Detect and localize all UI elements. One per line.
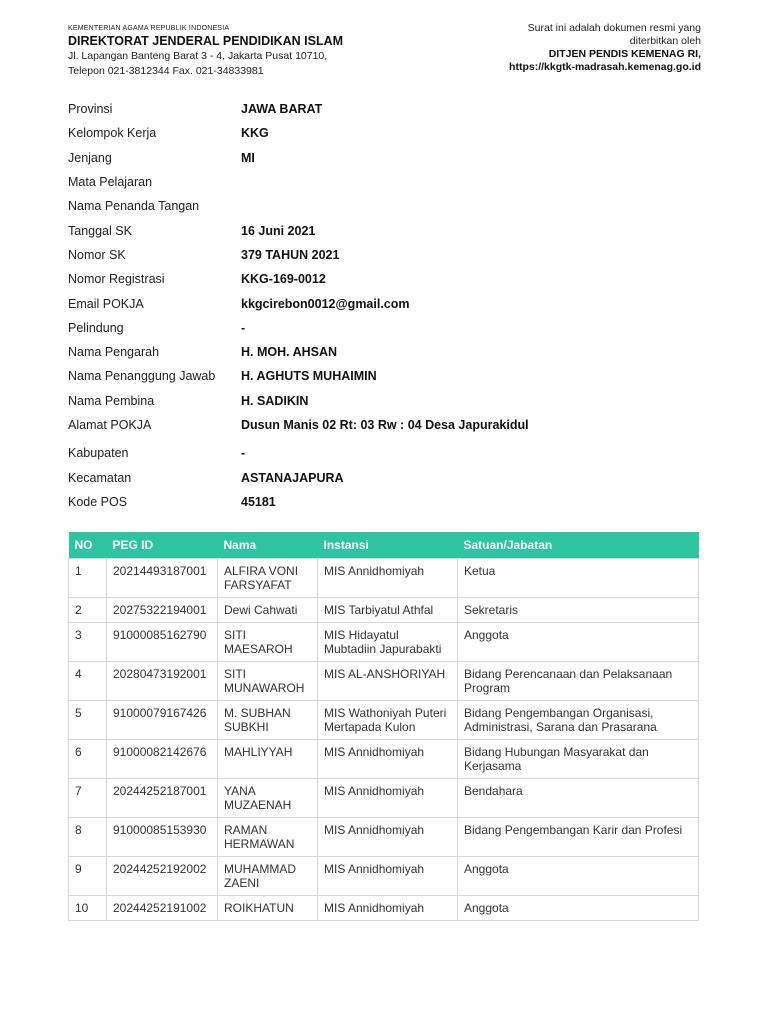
table-cell: ROIKHATUN: [218, 896, 318, 921]
info-row: [68, 316, 708, 340]
info-label: Nomor Registrasi: [68, 272, 165, 287]
table-cell: 91000082142676: [107, 740, 218, 779]
table-cell: Dewi Cahwati: [218, 598, 318, 623]
info-row: [68, 291, 708, 315]
table-row: [69, 598, 699, 623]
info-value: H. AGHUTS MUHAIMIN: [241, 369, 377, 384]
info-row: [68, 243, 708, 267]
official-notice: [401, 22, 701, 74]
table-cell: 9: [69, 857, 107, 896]
notice-line-1: Surat ini adalah dokumen resmi yang: [527, 22, 701, 34]
col-header: PEG ID: [107, 532, 218, 559]
info-value: -: [241, 320, 246, 335]
table-cell: MIS Annidhomiyah: [318, 896, 458, 921]
info-row: [68, 364, 708, 388]
info-value: 16 Juni 2021: [241, 223, 316, 238]
table-cell: 4: [69, 662, 107, 701]
table-cell: 20244252191002: [107, 896, 218, 921]
table-row: [69, 559, 699, 598]
table-cell: 7: [69, 779, 107, 818]
table-row: [69, 779, 699, 818]
info-label: Provinsi: [68, 102, 113, 117]
table-cell: Anggota: [458, 857, 699, 896]
table-cell: 20280473192001: [107, 662, 218, 701]
col-header: NO: [69, 532, 107, 559]
table-cell: 91000079167426: [107, 701, 218, 740]
info-row: [68, 218, 708, 242]
table-row: [69, 818, 699, 857]
table-cell: MIS Tarbiyatul Athfal: [318, 598, 458, 623]
table-cell: ALFIRA VONI FARSYAFAT: [218, 559, 318, 598]
info-value: KKG: [241, 126, 269, 141]
col-header: Nama: [218, 532, 318, 559]
table-row: [69, 740, 699, 779]
table-cell: Bidang Pengembangan Karir dan Profesi: [458, 818, 699, 857]
phone-line: Telepon 021-3812344 Fax. 021-34833981: [68, 65, 264, 77]
table-cell: MIS Wathoniyah Puteri Mertapada Kulon: [318, 701, 458, 740]
table-cell: SITI MUNAWAROH: [218, 662, 318, 701]
table-cell: M. SUBHAN SUBKHI: [218, 701, 318, 740]
table-cell: 2: [69, 598, 107, 623]
table-cell: 3: [69, 623, 107, 662]
info-row: [68, 413, 708, 437]
letterhead: [68, 24, 448, 79]
info-value: -: [241, 446, 246, 461]
info-value: KKG-169-0012: [241, 272, 326, 287]
directorate-title: DIREKTORAT JENDERAL PENDIDIKAN ISLAM: [68, 34, 344, 48]
table-cell: SITI MAESAROH: [218, 623, 318, 662]
table-cell: Bidang Hubungan Masyarakat dan Kerjasama: [458, 740, 699, 779]
info-row: [68, 146, 708, 170]
table-cell: Sekretaris: [458, 598, 699, 623]
info-row: [68, 170, 708, 194]
table-cell: RAMAN HERMAWAN: [218, 818, 318, 857]
table-cell: YANA MUZAENAH: [218, 779, 318, 818]
info-row: [68, 465, 708, 489]
info-label: Nomor SK: [68, 247, 126, 262]
info-label: Kecamatan: [68, 470, 132, 485]
info-row: [68, 340, 708, 364]
ministry-name: KEMENTERIAN AGAMA REPUBLIK INDONESIA: [68, 25, 230, 32]
table-cell: 91000085162790: [107, 623, 218, 662]
table-cell: 20244252187001: [107, 779, 218, 818]
table-cell: MIS Annidhomiyah: [318, 857, 458, 896]
members-table: [68, 532, 699, 921]
info-value: kkgcirebon0012@gmail.com: [241, 296, 410, 311]
info-value: 45181: [241, 494, 276, 509]
col-header: Instansi: [318, 532, 458, 559]
table-row: [69, 701, 699, 740]
info-value: 379 TAHUN 2021: [241, 247, 340, 262]
info-value: JAWA BARAT: [241, 102, 323, 117]
table-cell: 1: [69, 559, 107, 598]
issuer: DITJEN PENDIS KEMENAG RI,: [548, 48, 701, 60]
info-value: Dusun Manis 02 Rt: 03 Rw : 04 Desa Japurakidul: [241, 418, 529, 432]
info-label: Nama Pembina: [68, 393, 155, 408]
info-label: Jenjang: [68, 150, 112, 165]
info-label: Email POKJA: [68, 296, 144, 311]
table-cell: 8: [69, 818, 107, 857]
table-cell: 20244252192002: [107, 857, 218, 896]
table-cell: MIS Annidhomiyah: [318, 818, 458, 857]
table-cell: 10: [69, 896, 107, 921]
col-header: Satuan/Jabatan: [458, 532, 699, 559]
table-cell: MIS Hidayatul Mubtadiin Japurabakti: [318, 623, 458, 662]
table-cell: Ketua: [458, 559, 699, 598]
info-row: [68, 389, 708, 413]
table-cell: MUHAMMAD ZAENI: [218, 857, 318, 896]
table-cell: Bidang Pengembangan Organisasi, Administrasi, Sarana dan Prasarana: [458, 701, 699, 740]
table-cell: 6: [69, 740, 107, 779]
table-row: [69, 662, 699, 701]
info-label: Nama Penanggung Jawab: [68, 369, 216, 384]
table-cell: MIS Annidhomiyah: [318, 779, 458, 818]
info-label: Kabupaten: [68, 446, 129, 461]
info-label: Nama Pengarah: [68, 345, 160, 360]
table-cell: 5: [69, 701, 107, 740]
table-row: [69, 896, 699, 921]
info-list: [68, 97, 708, 514]
info-row: [68, 97, 708, 121]
info-label: Kode POS: [68, 494, 128, 509]
table-row: [69, 857, 699, 896]
info-label: Pelindung: [68, 320, 124, 335]
info-value: MI: [241, 150, 255, 165]
table-cell: Bendahara: [458, 779, 699, 818]
issuer-url: https://kkgtk-madrasah.kemenag.go.id: [509, 61, 701, 73]
info-label: Nama Penanda Tangan: [68, 199, 200, 214]
address-line: Jl. Lapangan Banteng Barat 3 - 4, Jakarta Pusat 10710,: [68, 50, 328, 62]
table-cell: Anggota: [458, 896, 699, 921]
info-row: [68, 267, 708, 291]
info-label: Tanggal SK: [68, 223, 132, 238]
table-cell: MAHLIYYAH: [218, 740, 318, 779]
table-cell: MIS Annidhomiyah: [318, 740, 458, 779]
table-cell: 20214493187001: [107, 559, 218, 598]
info-label: Kelompok Kerja: [68, 126, 157, 141]
info-value: ASTANAJAPURA: [241, 470, 344, 485]
info-value: H. MOH. AHSAN: [241, 345, 338, 360]
info-row: [68, 441, 708, 465]
table-header-row: [69, 532, 699, 559]
table-cell: Anggota: [458, 623, 699, 662]
notice-line-2: diterbitkan oleh: [629, 35, 701, 47]
info-row: [68, 194, 708, 218]
info-label: Alamat POKJA: [68, 418, 152, 432]
info-row: [68, 490, 708, 514]
table-cell: 20275322194001: [107, 598, 218, 623]
info-label: Mata Pelajaran: [68, 175, 153, 190]
info-row: [68, 121, 708, 145]
table-cell: 91000085153930: [107, 818, 218, 857]
table-cell: MIS Annidhomiyah: [318, 559, 458, 598]
info-value: H. SADIKIN: [241, 393, 309, 408]
table-cell: MIS AL-ANSHORIYAH: [318, 662, 458, 701]
table-cell: Bidang Perencanaan dan Pelaksanaan Program: [458, 662, 699, 701]
table-row: [69, 623, 699, 662]
